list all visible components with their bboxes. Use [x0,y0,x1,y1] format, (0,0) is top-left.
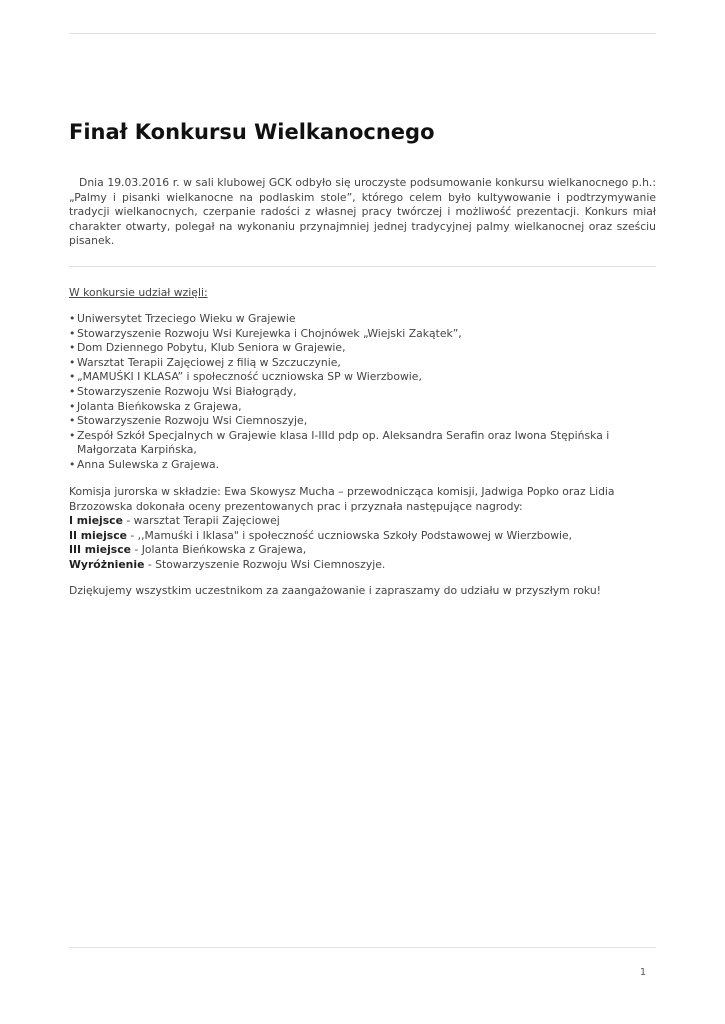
participant-item: • Zespół Szkół Specjalnych w Grajewie klasa I-IIId pdp op. Aleksandra Serafin oraz Iwona Stępińska i Małgorzata Karpińska, [69,429,656,458]
award-line [69,558,656,573]
award-winner: - ,,Mamuśki i Iklasa" i społeczność uczniowska Szkoły Podstawowej w Wierzbowie, [126,528,573,542]
award-winner: - Stowarzyszenie Rozwoju Wsi Ciemnoszyje. [144,557,386,571]
award-line [69,543,656,558]
footer-divider [69,947,656,948]
award-place: Wyróżnienie [69,557,145,571]
participant-item: • Dom Dziennego Pobytu, Klub Seniora w Grajewie, [69,341,656,356]
participant-item: • Warsztat Terapii Zajęciowej z filią w Szczuczynie, [69,356,656,371]
participant-item: • Anna Sulewska z Grajewa. [69,458,656,473]
participants-heading: W konkursie udział wzięli: [69,286,208,299]
participant-item: • „MAMUŚKI I KLASA” i społeczność uczniowska SP w Wierzbowie, [69,370,656,385]
intro-text: Dnia 19.03.2016 r. w sali klubowej GCK odbyło się uroczyste podsumowanie konkursu wielkanocnego p.h.: „Palmy i pisanki wielkanocne na podlaskim stole”, którego celem było kultywowanie i podtrzymywanie tradycji wielkanocnych, czerpanie radości z własnej pracy twórczej i możliwość prezentacji. Konkurs miał charakter otwarty, polegał na wykonaniu przynajmniej jednej tradycyjnej palmy wielkanocnej oraz sześciu pisanek. [69,176,656,248]
participant-item: • Stowarzyszenie Rozwoju Wsi Ciemnoszyje, [69,414,656,429]
award-place: II miejsce [69,528,127,542]
participant-item: • Stowarzyszenie Rozwoju Wsi Kurejewka i Chojnówek „Wiejski Zakątek”, [69,327,656,342]
jury-section [69,485,656,573]
jury-paragraph: Komisja jurorska w składzie: Ewa Skowysz Mucha – przewodnicząca komisji, Jadwiga Popko oraz Lidia Brzozowska dokonała oceny prezentowanych prac i przyznała następujące nagrody: [69,485,615,513]
participants-list [69,312,656,473]
article-title: Finał Konkursu Wielkanocnego [69,120,435,144]
award-place: I miejsce [69,514,123,528]
page-number: 1 [639,967,646,978]
thanks-paragraph: Dziękujemy wszystkim uczestnikom za zaangażowanie i zapraszamy do udziału w przyszłym roku! [69,584,602,597]
award-winner: - Jolanta Bieńkowska z Grajewa, [130,543,307,557]
award-line [69,529,656,544]
participant-item: • Jolanta Bieńkowska z Grajewa, [69,400,656,415]
award-winner: - warsztat Terapii Zajęciowej [122,514,280,528]
section-divider [69,266,656,267]
participant-item: • Stowarzyszenie Rozwoju Wsi Białogrądy, [69,385,656,400]
participant-item: • Uniwersytet Trzeciego Wieku w Grajewie [69,312,656,327]
award-place: III miejsce [69,543,131,557]
intro-paragraph [69,176,656,249]
award-line [69,514,656,529]
top-divider [69,33,656,34]
